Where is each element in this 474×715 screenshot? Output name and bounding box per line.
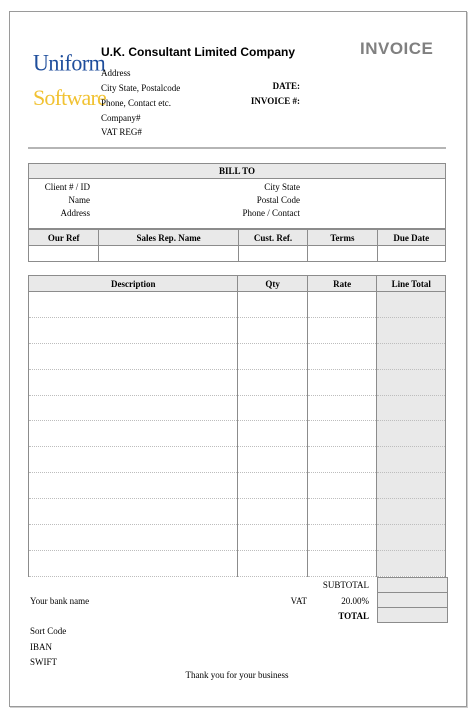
qty-cell[interactable] xyxy=(238,421,307,447)
total-label: TOTAL xyxy=(338,611,369,621)
qty-cell[interactable] xyxy=(238,447,307,473)
qty-cell[interactable] xyxy=(238,369,307,395)
company-logo xyxy=(33,49,107,127)
cust-ref-cell[interactable] xyxy=(238,246,307,262)
rate-cell[interactable] xyxy=(307,421,377,447)
qty-cell[interactable] xyxy=(238,395,307,421)
sort-code-label: Sort Code xyxy=(30,626,67,636)
description-cell[interactable] xyxy=(29,317,238,343)
item-row xyxy=(29,317,446,343)
description-cell[interactable] xyxy=(29,421,238,447)
swift-label: SWIFT xyxy=(30,657,57,667)
description-cell[interactable] xyxy=(29,473,238,499)
line-total-cell[interactable] xyxy=(377,395,446,421)
rate-cell[interactable] xyxy=(307,473,377,499)
company-address: Address xyxy=(101,68,131,78)
vat-value[interactable] xyxy=(377,592,448,608)
col-rate: Rate xyxy=(307,276,377,292)
description-cell[interactable] xyxy=(29,550,238,576)
item-row xyxy=(29,421,446,447)
qty-cell[interactable] xyxy=(238,525,307,551)
qty-cell[interactable] xyxy=(238,292,307,318)
rate-cell[interactable] xyxy=(307,550,377,576)
our-ref-cell[interactable] xyxy=(29,246,99,262)
iban-label: IBAN xyxy=(30,642,52,652)
qty-cell[interactable] xyxy=(238,343,307,369)
item-row xyxy=(29,343,446,369)
line-total-cell[interactable] xyxy=(377,369,446,395)
client-address-label: Address xyxy=(60,208,90,218)
col-sales-rep: Sales Rep. Name xyxy=(99,230,239,246)
line-total-cell[interactable] xyxy=(377,550,446,576)
line-total-cell[interactable] xyxy=(377,421,446,447)
vat-label: VAT xyxy=(290,596,307,606)
line-total-cell[interactable] xyxy=(377,292,446,318)
line-total-cell[interactable] xyxy=(377,499,446,525)
item-row xyxy=(29,473,446,499)
sales-rep-cell[interactable] xyxy=(99,246,239,262)
description-cell[interactable] xyxy=(29,395,238,421)
col-terms: Terms xyxy=(308,230,377,246)
company-number: Company# xyxy=(101,113,141,123)
vat-rate[interactable]: 20.00% xyxy=(341,596,369,606)
logo-word-uniform: Uniform xyxy=(33,49,106,76)
qty-cell[interactable] xyxy=(238,550,307,576)
subtotal-value[interactable] xyxy=(377,577,448,593)
invoice-title: INVOICE xyxy=(360,39,434,58)
col-description: Description xyxy=(29,276,238,292)
line-items-table xyxy=(28,275,446,577)
city-state-label: City State xyxy=(264,182,300,192)
rate-cell[interactable] xyxy=(307,525,377,551)
rate-cell[interactable] xyxy=(307,395,377,421)
description-cell[interactable] xyxy=(29,525,238,551)
qty-cell[interactable] xyxy=(238,473,307,499)
description-cell[interactable] xyxy=(29,499,238,525)
line-total-cell[interactable] xyxy=(377,317,446,343)
rate-cell[interactable] xyxy=(307,447,377,473)
bill-to-heading: BILL TO xyxy=(29,164,446,179)
header-divider xyxy=(28,147,446,149)
rate-cell[interactable] xyxy=(307,292,377,318)
item-row xyxy=(29,447,446,473)
col-cust-ref: Cust. Ref. xyxy=(238,230,307,246)
postal-code-label: Postal Code xyxy=(256,195,300,205)
date-label: DATE: xyxy=(272,81,300,91)
item-row xyxy=(29,369,446,395)
rate-cell[interactable] xyxy=(307,317,377,343)
line-total-cell[interactable] xyxy=(377,447,446,473)
total-value[interactable] xyxy=(377,607,448,623)
reference-table xyxy=(28,229,446,262)
logo-word-software: Software xyxy=(33,85,107,110)
rate-cell[interactable] xyxy=(307,343,377,369)
rate-cell[interactable] xyxy=(307,369,377,395)
col-line-total: Line Total xyxy=(377,276,446,292)
phone-contact-label: Phone / Contact xyxy=(242,208,300,218)
line-total-cell[interactable] xyxy=(377,473,446,499)
description-cell[interactable] xyxy=(29,447,238,473)
company-phone: Phone, Contact etc. xyxy=(101,98,171,108)
invoice-number-label: INVOICE #: xyxy=(250,96,300,106)
qty-cell[interactable] xyxy=(238,317,307,343)
client-id-label: Client # / ID xyxy=(44,182,90,192)
col-our-ref: Our Ref xyxy=(29,230,99,246)
rate-cell[interactable] xyxy=(307,499,377,525)
col-qty: Qty xyxy=(238,276,307,292)
subtotal-label: SUBTOTAL xyxy=(322,580,369,590)
qty-cell[interactable] xyxy=(238,499,307,525)
company-city: City State, Postalcode xyxy=(101,83,181,93)
col-due-date: Due Date xyxy=(377,230,445,246)
line-total-cell[interactable] xyxy=(377,343,446,369)
item-row xyxy=(29,395,446,421)
company-vat-reg: VAT REG# xyxy=(101,127,142,137)
description-cell[interactable] xyxy=(29,343,238,369)
description-cell[interactable] xyxy=(29,292,238,318)
description-cell[interactable] xyxy=(29,369,238,395)
item-row xyxy=(29,499,446,525)
item-row xyxy=(29,525,446,551)
line-total-cell[interactable] xyxy=(377,525,446,551)
item-row xyxy=(29,550,446,576)
client-name-label: Name xyxy=(68,195,90,205)
bank-name-label: Your bank name xyxy=(30,596,90,606)
thank-you-note: Thank you for your business xyxy=(185,670,289,680)
due-date-cell[interactable] xyxy=(377,246,445,262)
company-name: U.K. Consultant Limited Company xyxy=(101,45,296,59)
item-row xyxy=(29,292,446,318)
terms-cell[interactable] xyxy=(308,246,377,262)
